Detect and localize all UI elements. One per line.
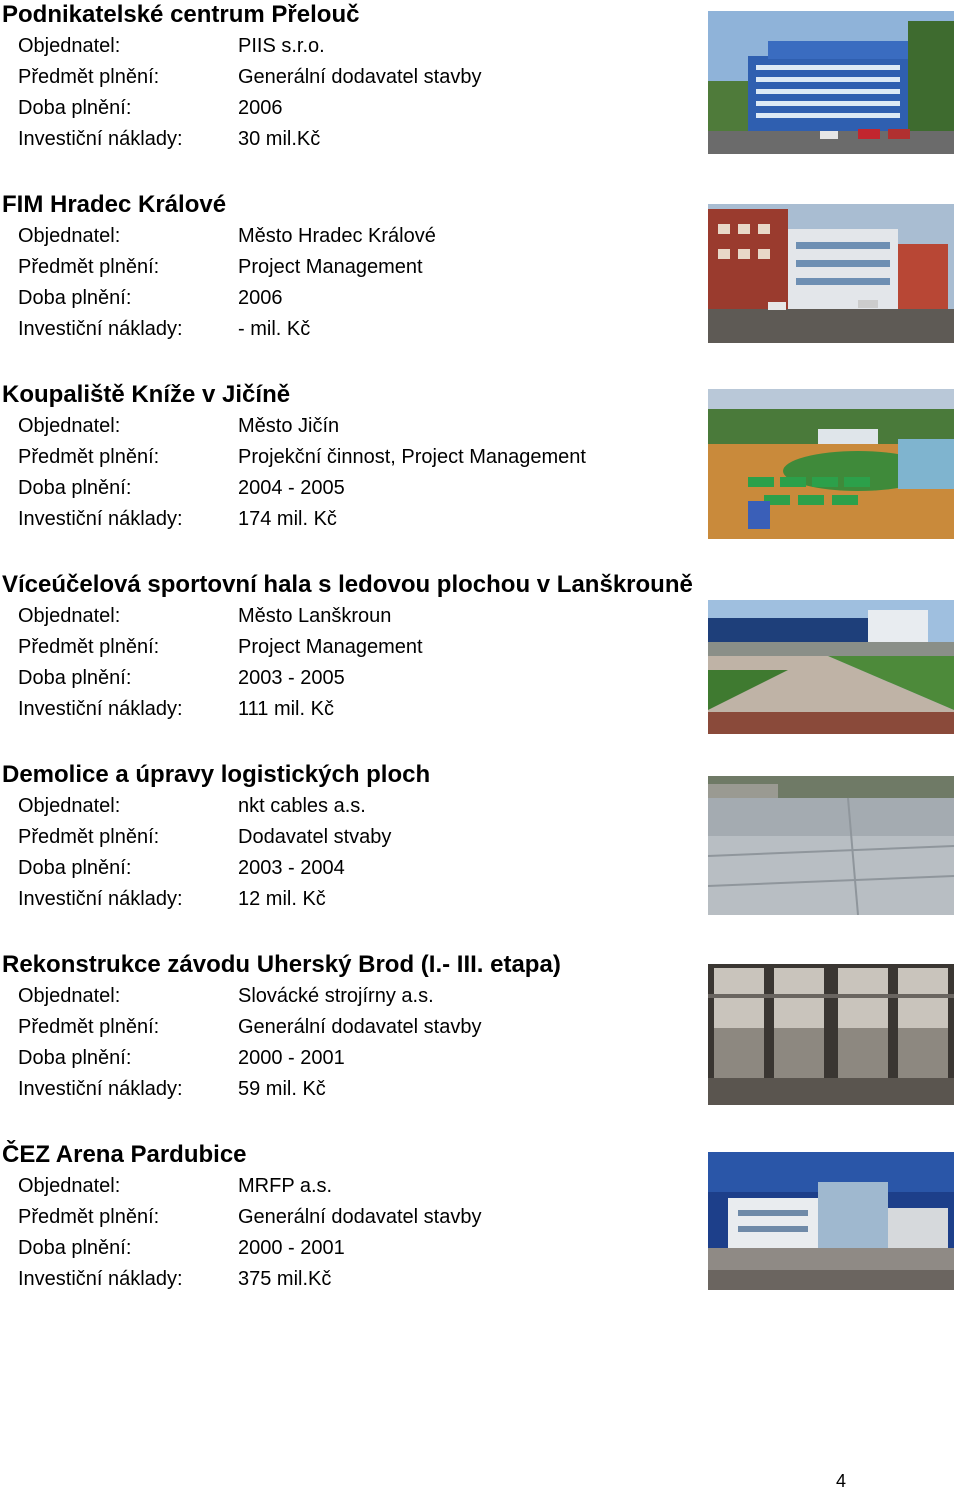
field-value: Slovácké strojírny a.s. <box>238 985 434 1007</box>
field-row-period <box>0 663 690 693</box>
project-title: ČEZ Arena Pardubice <box>2 1141 247 1168</box>
project-card <box>0 1140 960 1310</box>
field-label: Investiční náklady: <box>18 1078 183 1100</box>
project-photo-arena <box>708 1152 954 1290</box>
field-value: Project Management <box>238 256 423 278</box>
field-value: 2006 <box>238 287 283 309</box>
field-row-costs <box>0 314 690 344</box>
field-label: Objednatel: <box>18 795 121 817</box>
field-label: Předmět plnění: <box>18 446 160 468</box>
field-label: Doba plnění: <box>18 97 132 119</box>
field-value: PIIS s.r.o. <box>238 35 325 57</box>
field-value: 111 mil. Kč <box>238 698 334 720</box>
field-row-customer <box>0 1171 690 1201</box>
field-row-period <box>0 93 690 123</box>
field-value: Město Lanškroun <box>238 605 392 627</box>
field-value: Generální dodavatel stavby <box>238 1016 482 1038</box>
field-row-customer <box>0 981 690 1011</box>
field-row-customer <box>0 411 690 441</box>
field-label: Doba plnění: <box>18 1237 132 1259</box>
project-card <box>0 380 960 550</box>
field-value: 2003 - 2005 <box>238 667 345 689</box>
field-label: Doba plnění: <box>18 1047 132 1069</box>
field-label: Předmět plnění: <box>18 826 160 848</box>
field-row-customer <box>0 221 690 251</box>
field-label: Investiční náklady: <box>18 508 183 530</box>
project-title: Podnikatelské centrum Přelouč <box>2 1 360 28</box>
field-row-costs <box>0 1264 690 1294</box>
field-row-costs <box>0 1074 690 1104</box>
field-row-scope <box>0 1202 690 1232</box>
field-value: 375 mil.Kč <box>238 1268 332 1290</box>
field-label: Investiční náklady: <box>18 318 183 340</box>
field-label: Předmět plnění: <box>18 256 160 278</box>
field-value: 2003 - 2004 <box>238 857 345 879</box>
field-row-customer <box>0 31 690 61</box>
field-label: Doba plnění: <box>18 857 132 879</box>
field-value: - mil. Kč <box>238 318 311 340</box>
project-card <box>0 950 960 1120</box>
field-row-scope <box>0 1012 690 1042</box>
field-label: Objednatel: <box>18 35 121 57</box>
field-label: Předmět plnění: <box>18 1206 160 1228</box>
field-value: 2000 - 2001 <box>238 1047 345 1069</box>
field-value: Město Hradec Králové <box>238 225 436 247</box>
project-photo-swimming-pool <box>708 389 954 539</box>
project-title: Víceúčelová sportovní hala s ledovou plochou v Lanškrouně <box>2 571 693 598</box>
field-row-scope <box>0 62 690 92</box>
field-label: Objednatel: <box>18 225 121 247</box>
field-label: Objednatel: <box>18 605 121 627</box>
field-row-scope <box>0 632 690 662</box>
field-label: Předmět plnění: <box>18 636 160 658</box>
project-title: Demolice a úpravy logistických ploch <box>2 761 431 788</box>
project-card <box>0 0 960 170</box>
field-value: Project Management <box>238 636 423 658</box>
field-value: Generální dodavatel stavby <box>238 66 482 88</box>
field-label: Investiční náklady: <box>18 698 183 720</box>
field-row-costs <box>0 884 690 914</box>
field-value: 12 mil. Kč <box>238 888 326 910</box>
field-value: Město Jičín <box>238 415 340 437</box>
field-label: Doba plnění: <box>18 667 132 689</box>
field-label: Předmět plnění: <box>18 66 160 88</box>
field-label: Předmět plnění: <box>18 1016 160 1038</box>
project-card <box>0 760 960 930</box>
page-number: 4 <box>836 1471 847 1491</box>
field-label: Investiční náklady: <box>18 1268 183 1290</box>
field-row-scope <box>0 442 690 472</box>
project-photo-logistics-area <box>708 776 954 915</box>
field-value: MRFP a.s. <box>238 1175 333 1197</box>
field-label: Doba plnění: <box>18 477 132 499</box>
project-photo-sports-hall <box>708 600 954 734</box>
project-title: Koupaliště Kníže v Jičíně <box>2 381 291 408</box>
field-value: 2000 - 2001 <box>238 1237 345 1259</box>
field-label: Objednatel: <box>18 985 121 1007</box>
field-label: Objednatel: <box>18 415 121 437</box>
field-value: Projekční činnost, Project Management <box>238 446 586 468</box>
field-row-period <box>0 283 690 313</box>
field-value: 174 mil. Kč <box>238 508 337 530</box>
field-label: Investiční náklady: <box>18 128 183 150</box>
field-row-scope <box>0 252 690 282</box>
field-row-customer <box>0 601 690 631</box>
project-card <box>0 190 960 360</box>
field-value: 59 mil. Kč <box>238 1078 326 1100</box>
field-row-period <box>0 1233 690 1263</box>
field-row-period <box>0 473 690 503</box>
project-photo-brick-building <box>708 204 954 343</box>
field-row-period <box>0 853 690 883</box>
field-value: 2006 <box>238 97 283 119</box>
field-row-scope <box>0 822 690 852</box>
field-row-costs <box>0 694 690 724</box>
field-row-period <box>0 1043 690 1073</box>
field-value: 2004 - 2005 <box>238 477 345 499</box>
field-value: Dodavatel stvaby <box>238 826 392 848</box>
project-photo-office-building <box>708 11 954 154</box>
field-row-costs <box>0 124 690 154</box>
project-photo-factory-interior <box>708 964 954 1105</box>
field-row-customer <box>0 791 690 821</box>
field-label: Objednatel: <box>18 1175 121 1197</box>
field-value: Generální dodavatel stavby <box>238 1206 482 1228</box>
field-label: Investiční náklady: <box>18 888 183 910</box>
project-title: Rekonstrukce závodu Uherský Brod (I.- III. etapa) <box>2 951 561 978</box>
project-title: FIM Hradec Králové <box>2 191 227 218</box>
project-card <box>0 570 960 740</box>
field-value: nkt cables a.s. <box>238 795 366 817</box>
field-row-costs <box>0 504 690 534</box>
field-label: Doba plnění: <box>18 287 132 309</box>
field-value: 30 mil.Kč <box>238 128 321 150</box>
